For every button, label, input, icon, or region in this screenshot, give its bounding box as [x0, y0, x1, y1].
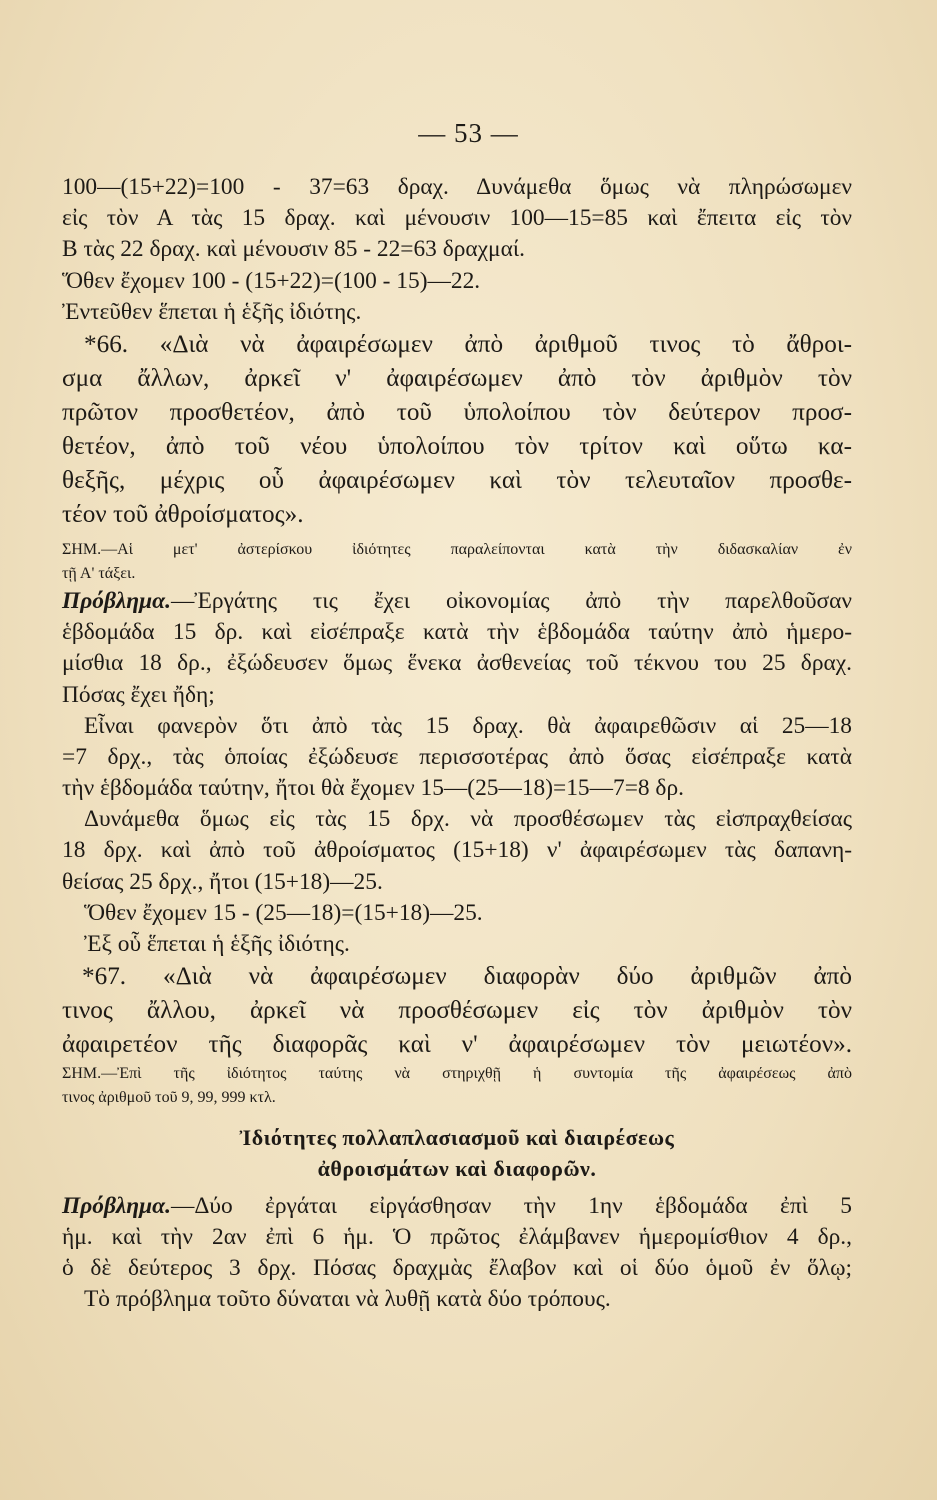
section-heading: ἀθροισμάτων καὶ διαφορῶν.	[317, 1156, 597, 1182]
problem-line	[62, 1191, 852, 1222]
problem-text: —Ἐργάτης τις ἔχει οἰκονομίας ἀπὸ τὴν παρελθοῦσαν	[170, 587, 852, 614]
text-line: Ὅθεν ἔχομεν 15 - (25—18)=(15+18)—25.	[84, 899, 483, 926]
text-line: 100—(15+22)=100 - 37=63 δραχ. Δυνάμεθα ὅμως νὰ πληρώσωμεν	[62, 174, 852, 200]
property-66-line: *66. «Διὰ νὰ ἀφαιρέσωμεν ἀπὸ ἀριθμοῦ τινος τὸ ἄθροι-	[84, 330, 852, 358]
text-line: Ὅθεν ἔχομεν 100 - (15+22)=(100 - 15)—22.	[62, 267, 481, 294]
text-line: Δυνάμεθα ὅμως εἰς τὰς 15 δρχ. νὰ προσθέσωμεν τὰς εἰσπραχθείσας	[84, 806, 852, 833]
text-line: Πόσας ἔχει ἤδη;	[62, 681, 215, 708]
property-67-line: *67. «Διὰ νὰ ἀφαιρέσωμεν διαφορὰν δύο ἀριθμῶν ἀπὸ	[82, 963, 852, 991]
property-66-line: θετέον, ἀπὸ τοῦ νέου ὑπολοίπου τὸν τρίτον καὶ οὕτω κα-	[62, 432, 852, 460]
text-line: ὁ δὲ δεύτερος 3 δρχ. Πόσας δραχμὰς ἔλαβον καὶ οἱ δύο ὁμοῦ ἐν ὅλῳ;	[62, 1254, 852, 1281]
text-line: ἡμ. καὶ τὴν 2αν ἐπὶ 6 ἡμ. Ὁ πρῶτος ἐλάμβανεν ἡμερομίσθιον 4 δρ.,	[62, 1223, 852, 1250]
text-line: Ἐξ οὗ ἕπεται ἡ ἑξῆς ἰδιότης.	[84, 931, 350, 957]
text-line: ἑβδομάδα 15 δρ. καὶ εἰσέπραξε κατὰ τὴν ἑβδομάδα ταύτην ἀπὸ ἡμερο-	[62, 619, 852, 646]
property-66-line: σμα ἄλλων, ἀρκεῖ ν' ἀφαιρέσωμεν ἀπὸ τὸν ἀριθμὸν τὸν	[62, 364, 852, 392]
page-body	[62, 172, 852, 1315]
text-line: Β τὰς 22 δραχ. καὶ μένουσιν 85 - 22=63 δραχμαί.	[62, 236, 525, 263]
problem-text: —Δύο ἐργάται εἰργάσθησαν τὴν 1ην ἑβδομάδα ἐπὶ 5	[170, 1192, 852, 1219]
text-line: τὴν ἑβδομάδα ταύτην, ἤτοι θὰ ἔχομεν 15—(25—18)=15—7=8 δρ.	[62, 775, 684, 802]
section-heading: Ἰδιότητες πολλαπλασιασμοῦ καὶ διαιρέσεως	[239, 1125, 675, 1151]
note-line: ΣΗΜ.—Ἐπὶ τῆς ἰδιότητος ταύτης νὰ στηριχθῇ ἡ συντομία τῆς ἀφαιρέσεως ἀπὸ	[62, 1065, 852, 1083]
text-line: Τὸ πρόβλημα τοῦτο δύναται νὰ λυθῇ κατὰ δύο τρόπους.	[84, 1286, 611, 1313]
text-line: =7 δρχ., τὰς ὁποίας ἐξώδευσε περισσοτέρας ἀπὸ ὅσας εἰσέπραξε κατὰ	[62, 743, 852, 770]
property-67-line: τινος ἄλλου, ἀρκεῖ νὰ προσθέσωμεν εἰς τὸν ἀριθμὸν τὸν	[62, 997, 852, 1025]
text-line: εἰς τὸν Α τὰς 15 δραχ. καὶ μένουσιν 100—15=85 καὶ ἔπειτα εἰς τὸν	[62, 205, 852, 232]
text-line: θείσας 25 δρχ., ἤτοι (15+18)—25.	[62, 868, 383, 895]
note-line: ΣΗΜ.—Αἱ μετ' ἀστερίσκου ἰδιότητες παραλείπονται κατὰ τὴν διδασκαλίαν ἐν	[62, 540, 852, 558]
property-66-line: πρῶτον προσθετέον, ἀπὸ τοῦ ὑπολοίπου τὸν δεύτερον προσ-	[62, 398, 852, 426]
property-67-line: ἀφαιρετέον τῆς διαφορᾶς καὶ ν' ἀφαιρέσωμεν τὸν μειωτέον».	[62, 1031, 852, 1059]
property-66-line: τέον τοῦ ἀθροίσματος».	[62, 500, 304, 528]
problem-label: Πρόβλημα.	[62, 587, 171, 614]
text-line: μίσθια 18 δρ., ἐξώδευσεν ὅμως ἕνεκα ἀσθενείας τοῦ τέκνου του 25 δραχ.	[62, 650, 852, 677]
note-line: τῇ Α' τάξει.	[62, 564, 136, 582]
text-line: Εἶναι φανερὸν ὅτι ἀπὸ τὰς 15 δραχ. θὰ ἀφαιρεθῶσιν αἱ 25—18	[84, 712, 852, 739]
note-line: τινος ἀριθμοῦ τοῦ 9, 99, 999 κτλ.	[62, 1089, 276, 1107]
property-66-line: θεξῆς, μέχρις οὗ ἀφαιρέσωμεν καὶ τὸν τελευταῖον προσθε-	[62, 466, 852, 494]
page-number: — 53 —	[418, 118, 519, 148]
text-line: 18 δρχ. καὶ ἀπὸ τοῦ ἀθροίσματος (15+18) ν' ἀφαιρέσωμεν τὰς δαπανη-	[62, 837, 852, 864]
problem-label: Πρόβλημα.	[62, 1192, 171, 1219]
problem-line	[62, 586, 852, 617]
text-line: Ἐντεῦθεν ἕπεται ἡ ἑξῆς ἰδιότης.	[62, 298, 362, 325]
